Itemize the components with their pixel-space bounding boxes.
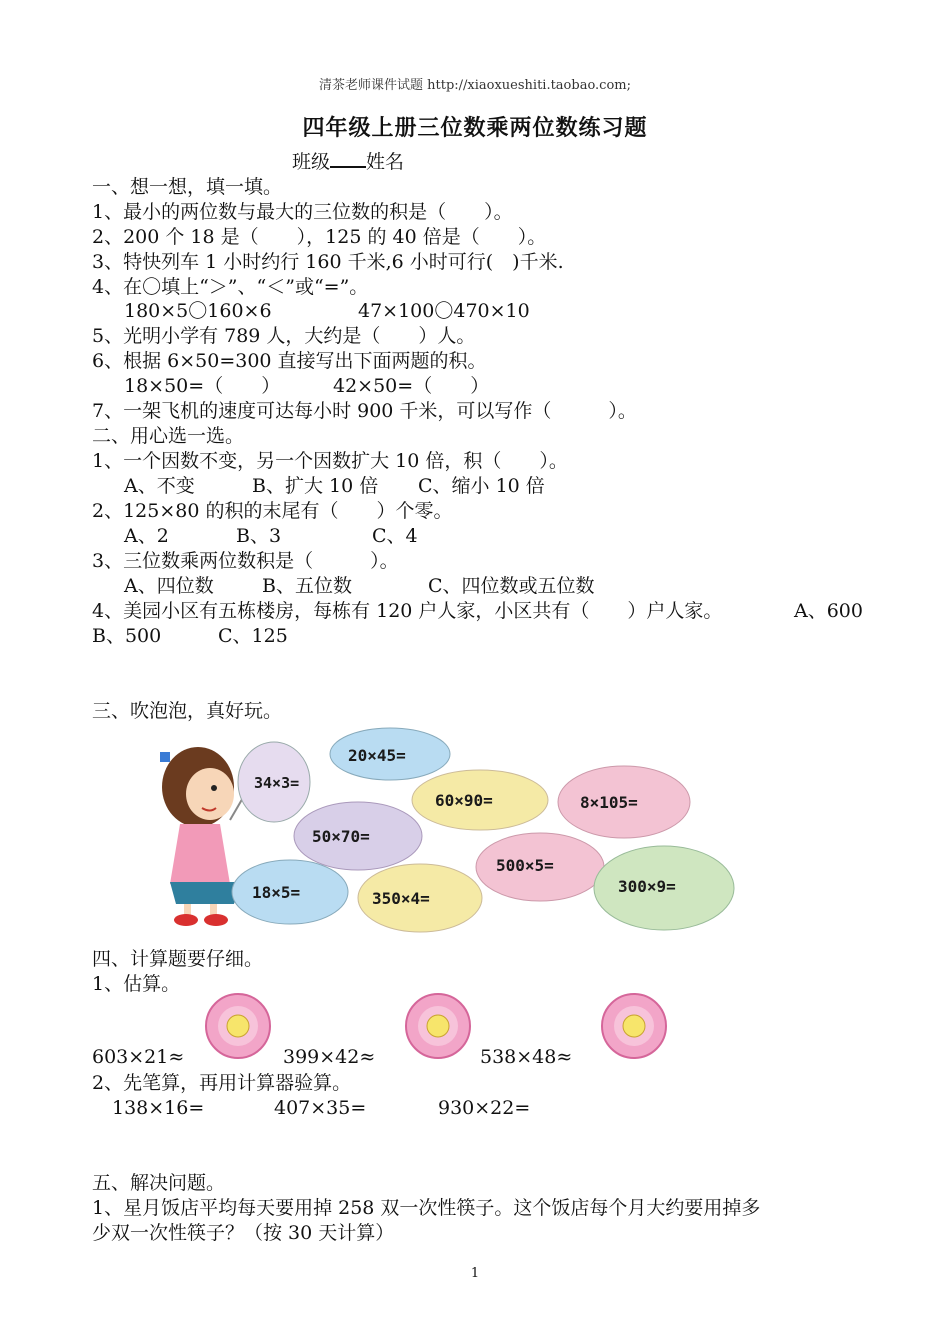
s1-question-7: 7、一架飞机的速度可达每小时 900 千米，可以写作（ ）。	[92, 400, 637, 422]
bubble-50x70	[294, 802, 422, 870]
s2-q4-option-b: B、500	[92, 625, 162, 647]
flower-icon	[204, 992, 272, 1060]
page-number: 1	[470, 1266, 480, 1281]
section3-heading: 三、吹泡泡，真好玩。	[92, 700, 283, 722]
s5-question-1-line1: 1、星月饭店平均每天要用掉 258 双一次性筷子。这个饭店每个月大约要用掉多	[92, 1197, 761, 1219]
bubble-50x70-label: 50×70=	[312, 827, 370, 846]
s2-q4-option-a: A、600	[794, 600, 863, 622]
calc-2: 407×35=	[274, 1097, 367, 1119]
calc-1: 138×16=	[112, 1097, 205, 1119]
bubble-60x90-label: 60×90=	[435, 791, 493, 810]
calc-3: 930×22=	[438, 1097, 531, 1119]
s1-product-b: 42×50=（ ）	[333, 375, 490, 397]
s2-q2-option-a: A、2	[124, 525, 169, 547]
bubble-500x5	[476, 833, 604, 901]
s1-compare-a: 180×5〇160×6	[124, 300, 272, 322]
s1-question-2: 2、200 个 18 是（ ），125 的 40 倍是（ ）。	[92, 226, 547, 248]
bubble-500x5-label: 500×5=	[496, 856, 554, 875]
bubble-350x4	[358, 864, 482, 932]
s2-q3-option-c: C、四位数或五位数	[428, 575, 595, 597]
page-header: 清茶老师课件试题 http://xiaoxueshiti.taobao.com;	[318, 78, 631, 93]
bubble-20x45	[330, 728, 450, 780]
s2-q2-option-c: C、4	[372, 525, 418, 547]
s1-question-6: 6、根据 6×50=300 直接写出下面两题的积。	[92, 350, 487, 372]
estimate-1: 603×21≈	[92, 1046, 185, 1068]
bubble-300x9-label: 300×9=	[618, 877, 676, 896]
bubbles-illustration	[140, 722, 760, 942]
section2-heading: 二、用心选一选。	[92, 425, 245, 447]
bubble-300x9	[594, 846, 734, 930]
s2-q3-option-a: A、四位数	[124, 575, 214, 597]
s2-question-4: 4、美园小区有五栋楼房，每栋有 120 户人家，小区共有（ ）户人家。	[92, 600, 723, 622]
s1-question-5: 5、光明小学有 789 人，大约是（ ）人。	[92, 325, 476, 347]
section5-heading: 五、解决问题。	[92, 1172, 226, 1194]
bubble-18x5	[232, 860, 348, 924]
class-name-line	[292, 148, 404, 174]
bubble-18x5-label: 18×5=	[252, 883, 301, 902]
bubble-34x3-label: 34×3=	[254, 774, 300, 792]
s1-product-a: 18×50=（ ）	[124, 375, 281, 397]
bubble-350x4-label: 350×4=	[372, 889, 430, 908]
s2-question-1: 1、一个因数不变，另一个因数扩大 10 倍，积（ ）。	[92, 450, 568, 472]
s1-compare-b: 47×100〇470×10	[358, 300, 530, 322]
s2-q1-option-b: B、扩大 10 倍	[252, 475, 379, 497]
class-label: 班级	[292, 151, 331, 173]
s2-q1-option-a: A、不变	[124, 475, 195, 497]
section1-heading: 一、想一想，填一填。	[92, 176, 283, 198]
section4-heading: 四、计算题要仔细。	[92, 948, 264, 970]
s1-question-1: 1、最小的两位数与最大的三位数的积是（ ）。	[92, 201, 513, 223]
s5-question-1-line2: 少双一次性筷子？（按 30 天计算）	[92, 1222, 395, 1244]
class-blank	[330, 148, 366, 168]
s2-q3-option-b: B、五位数	[262, 575, 352, 597]
s2-question-2: 2、125×80 的积的末尾有（ ）个零。	[92, 500, 453, 522]
flower-icon	[404, 992, 472, 1060]
s2-q1-option-c: C、缩小 10 倍	[418, 475, 545, 497]
s2-q4-option-c: C、125	[218, 625, 288, 647]
s4-sub-2: 2、先笔算，再用计算器验算。	[92, 1072, 352, 1094]
bubble-60x90	[412, 770, 548, 830]
s1-question-4: 4、在〇填上“＞”、“＜”或“=”。	[92, 276, 369, 298]
s1-question-3: 3、特快列车 1 小时约行 160 千米,6 小时可行( )千米.	[92, 251, 564, 273]
bubble-8x105	[558, 766, 690, 838]
s2-q2-option-b: B、3	[236, 525, 282, 547]
bubble-34x3	[238, 742, 310, 822]
s2-question-3: 3、三位数乘两位数积是（ ）。	[92, 550, 399, 572]
girl-illustration	[160, 747, 244, 926]
estimate-2: 399×42≈	[283, 1046, 376, 1068]
flower-icon	[600, 992, 668, 1060]
page-title: 四年级上册三位数乘两位数练习题	[302, 115, 648, 141]
estimate-3: 538×48≈	[480, 1046, 573, 1068]
bubble-20x45-label: 20×45=	[348, 746, 406, 765]
name-label: 姓名	[366, 151, 405, 173]
bubble-8x105-label: 8×105=	[580, 793, 638, 812]
s4-sub-1: 1、估算。	[92, 973, 181, 995]
